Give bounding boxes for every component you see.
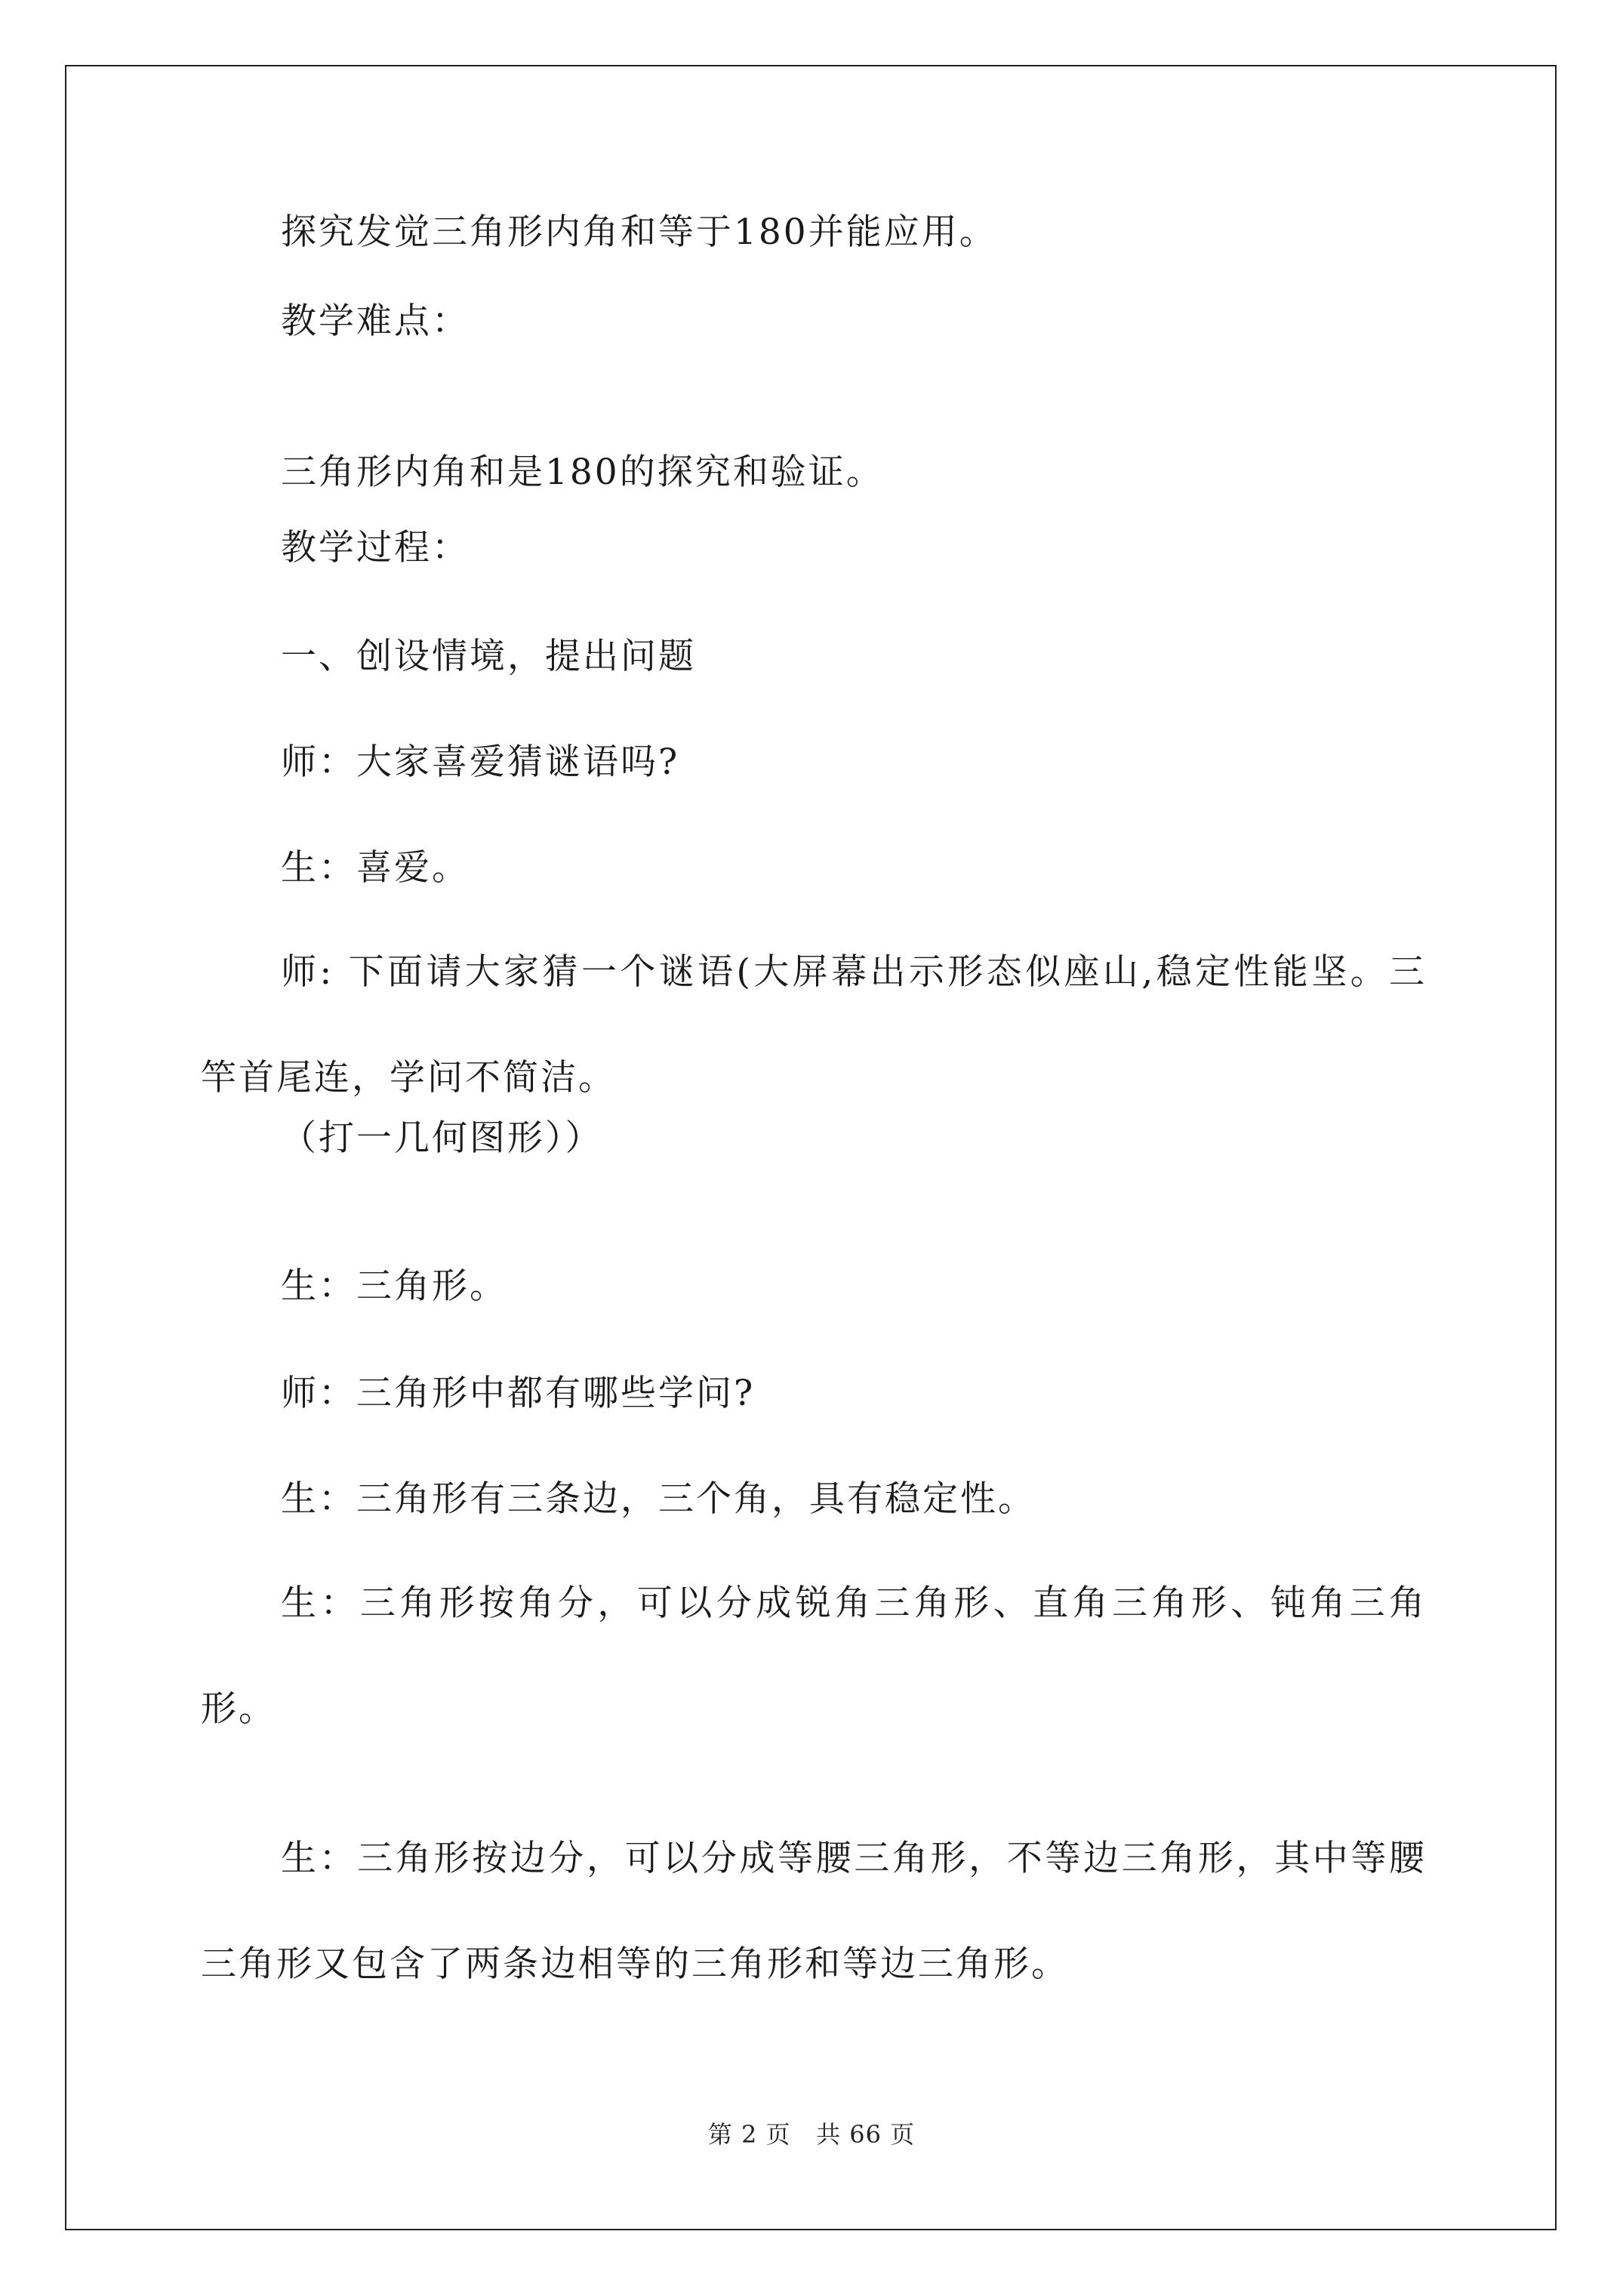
- paragraph-5: 一、创设情境，提出问题: [281, 636, 696, 677]
- paragraph-6: 师：大家喜爱猜谜语吗?: [281, 741, 680, 783]
- paragraph-11: 师：三角形中都有哪些学问?: [281, 1373, 756, 1414]
- paragraph-7: 生：喜爱。: [281, 847, 470, 889]
- paragraph-9: （打一几何图形））: [281, 1117, 603, 1159]
- paragraph-2: 教学难点：: [281, 300, 470, 342]
- paragraph-3: 三角形内角和是180的探究和验证。: [281, 451, 884, 493]
- page-footer: [0, 2116, 1623, 2150]
- paragraph-10: 生：三角形。: [281, 1265, 507, 1307]
- paragraph-12: 生：三角形有三条边，三个角，具有稳定性。: [281, 1478, 1036, 1520]
- paragraph-13: 生：三角形按角分，可以分成锐角三角形、直角三角形、钝角三角形。: [201, 1583, 1427, 1730]
- paragraph-1: 探究发觉三角形内角和等于180并能应用。: [281, 211, 997, 253]
- paragraph-14: 生：三角形按边分，可以分成等腰三角形，不等边三角形，其中等腰三角形又包含了两条边相等的三角形和等边三角形。: [201, 1838, 1427, 1985]
- page-total: 共 66 页: [816, 2120, 916, 2149]
- paragraph-8: 师: 下面请大家猜一个谜语(大屏幕出示形态似座山,稳定性能坚。三竿首尾连，学问不简洁。: [201, 951, 1427, 1099]
- paragraph-4: 教学过程：: [281, 527, 470, 569]
- page-number: 第 2 页: [707, 2120, 791, 2149]
